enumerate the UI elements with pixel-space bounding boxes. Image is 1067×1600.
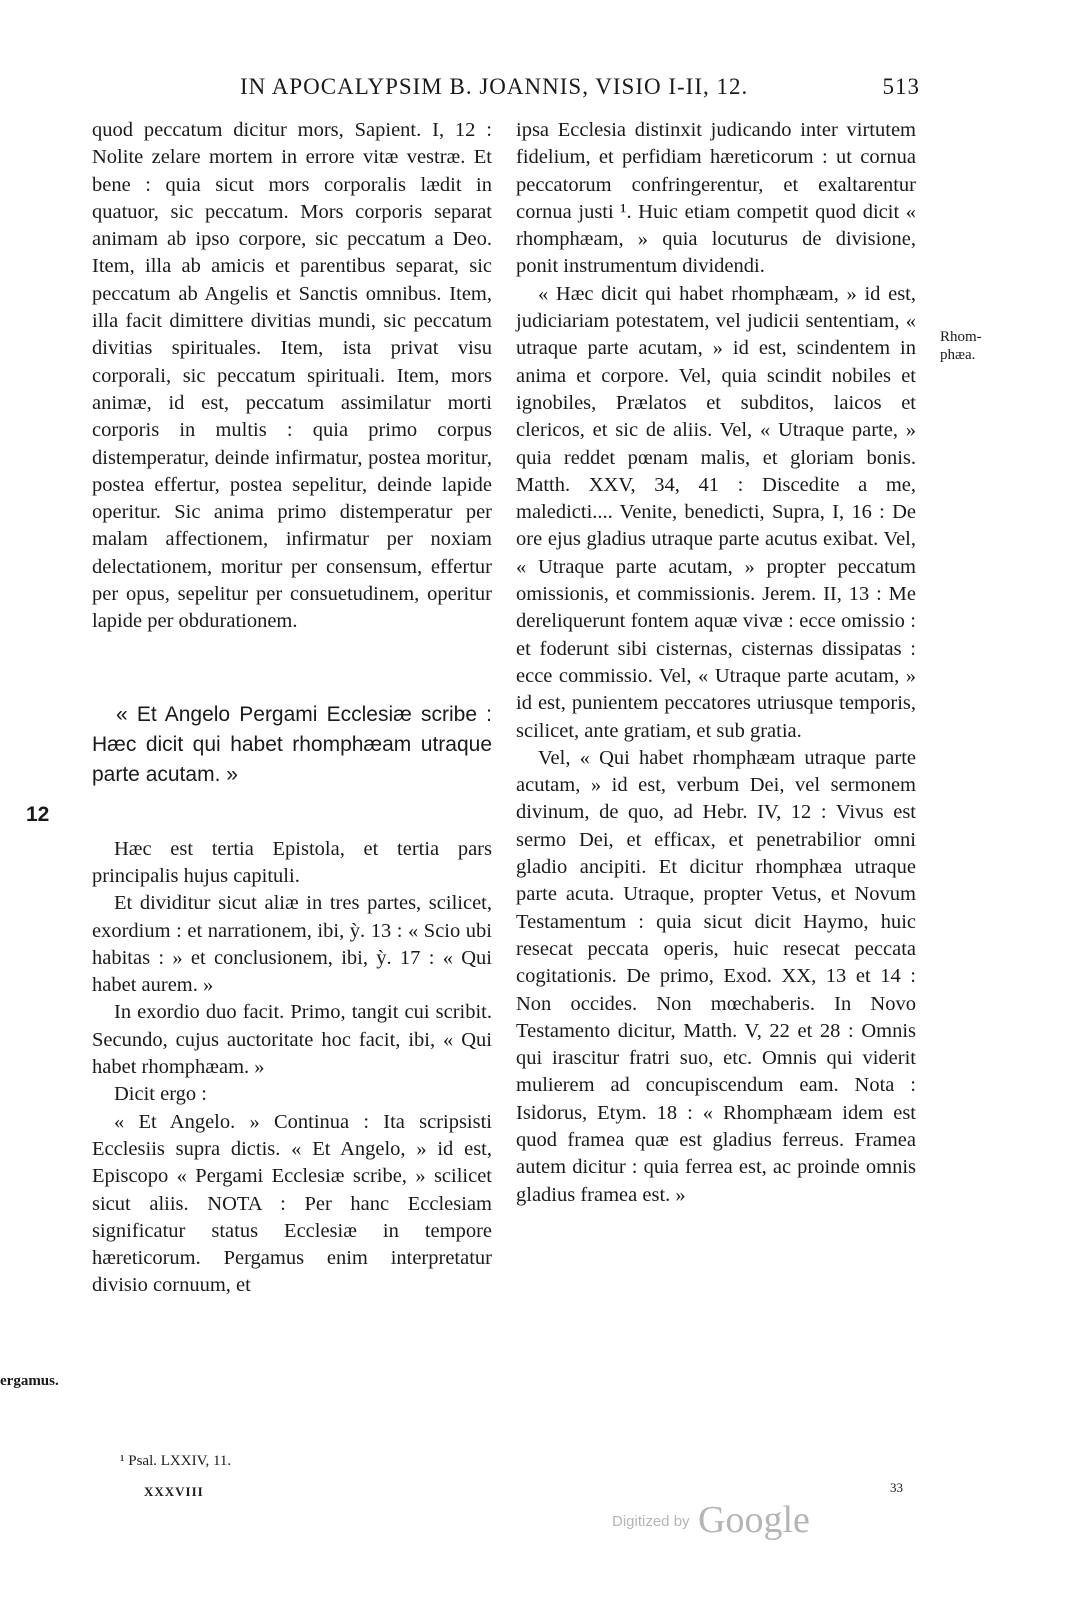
- paragraph: In exordio duo facit. Primo, tangit cui scribit. Secundo, cujus auctoritate hoc facit, ibi, « Qui habet rhomphæam. »: [92, 1001, 492, 1079]
- paragraph: Vel, « Qui habet rhomphæam utraque parte acutam, » id est, verbum Dei, vel sermonem divinum, de quo, ad Hebr. IV, 12 : Vivus est sermo Dei, et efficax, et penetrabilior omni gladio ancipiti. Et dicitur rhomphæa utraque parte acuta. Utraque, propter Vetus, et Novum Testamentum : quia sicut dicit Haymo, huic resecat peccata operis, huic resecat peccata cogitationis. De primo, Exod. XX, 13 et 14 : Non occides. Non mœchaberis. In Novo Testamento dicitur, Matth. V, 22 et 28 : Omnis qui irascitur fratri suo, etc. Omnis qui viderit mulierem ad concupiscendum eam. Nota : Isidorus, Etym. 18 : « Rhomphæam idem est quod framea quæ est gladius ferreus. Framea autem dicitur : quia ferrea est, ac proinde omnis gladius framea est. »: [516, 746, 916, 1206]
- paragraph: « Et Angelo. » Continua : Ita scripsisti Ecclesiis supra dictis. « Et Angelo, » id est, Episcopo « Pergami Ecclesiæ scribe, » scilicet sicut aliis. NOTA : Per hanc Ecclesiam significatur status Ecclesiæ in tempore hæreticorum. Pergamus enim interpretatur divisio cornuum, et: [92, 1110, 492, 1297]
- header-title: IN APOCALYPSIM B. JOANNIS, VISIO I-II, 12.: [240, 74, 749, 99]
- paragraph: Dicit ergo :: [114, 1083, 207, 1106]
- footnote: ¹ Psal. LXXIV, 11.: [120, 1453, 232, 1469]
- right-column: [516, 117, 916, 1209]
- google-logo: Google: [698, 1499, 810, 1541]
- paragraph: Hæc est tertia Epistola, et tertia pars principalis hujus capituli.: [92, 837, 492, 887]
- paragraph: « Hæc dicit qui habet rhomphæam, » id est, judiciariam potestatem, vel judicii sententiam, « utraque parte acutam, » id est, scindentem in anima et corpore. Vel, quia scindit nobiles et ignobiles, Prælatos et subditos, laicos et clericos, et sic de aliis. Vel, « Utraque parte, » quia reddet pœnam malis, et gloriam bonis. Matth. XXV, 34, 41 : Discedite a me, maledicti.... Venite, benedicti, Supra, I, 16 : De ore ejus gladius utraque parte acutus exibat. Vel, « Utraque parte acutam, » propter peccatum omissionis, et commissionis. Jerem. II, 13 : Me dereliquerunt fontem aquæ vivæ : ecce omissio : et foderunt sibi cisternas, cisternas dissipatas : ecce commissio. Vel, « Utraque parte acutam, » id est, punientem peccatores utriusque temporis, scilicet, ante gratiam, et sub gratia.: [516, 282, 916, 742]
- digitized-watermark: [612, 1498, 810, 1542]
- margin-note-rhomphaea: [940, 328, 982, 364]
- margin-note-line: Rhom-: [940, 329, 982, 345]
- verse-text: « Et Angelo Pergami Ecclesiæ scribe : Hæc dicit qui habet rhomphæam utraque parte acutam. »: [92, 702, 492, 786]
- left-column: [92, 117, 492, 1300]
- signature-mark: XXXVIII: [144, 1484, 204, 1499]
- paragraph: ipsa Ecclesia distinxit judicando inter virtutem fidelium, et perfidiam hæreticorum : ut cornua peccatorum confringerentur, et exaltarentur cornua justi ¹. Huic etiam competit quod dicit « rhomphæam, » quia locuturus de divisione, ponit instrumentum dividendi.: [516, 119, 916, 278]
- margin-note-line: phæa.: [940, 347, 976, 363]
- signature-mark-right: 33: [890, 1480, 903, 1495]
- watermark-prefix: Digitized by: [612, 1513, 690, 1530]
- page-number: 513: [882, 74, 920, 99]
- paragraph: quod peccatum dicitur mors, Sapient. I, 12 : Nolite zelare mortem in errore vitæ vestræ. Et bene : quia sicut mors corporalis lædit in quatuor, sic peccatum. Mors corporis separat animam ab ipso corpore, sic peccatum a Deo. Item, illa ab amicis et parentibus separat, sic peccatum ab Angelis et Sanctis omnibus. Item, illa facit dimittere divitias mundi, sic peccatum divitias spirituales. Item, ista privat visu corporali, sic peccatum spirituali. Item, mors animæ, id est, peccatum assimilatur morti corporis in multis : quia primo corpus distemperatur, deinde infirmatur, postea moritur, postea effertur, postea sepelitur, deinde lapide operitur. Sic anima primo distemperatur per malam affectionem, infirmatur per noxiam delectationem, moritur per consensum, effertur per opus, sepelitur per consuetudinem, operitur lapide per obdurationem.: [92, 119, 492, 633]
- paragraph: Et dividitur sicut aliæ in tres partes, scilicet, exordium : et narrationem, ibi, ỳ. 13 : « Scio ubi habitas : » et conclusionem, ibi, ỳ. 17 : « Qui habet aurem. »: [92, 892, 492, 997]
- margin-note-pergamus: ergamus.: [0, 1373, 59, 1389]
- verse-number: 12: [26, 803, 50, 826]
